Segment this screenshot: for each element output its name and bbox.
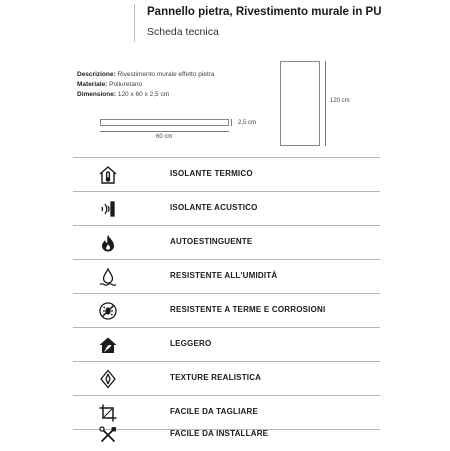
feature-row — [73, 294, 380, 327]
feather-house-icon — [95, 334, 121, 356]
height-dimension-line — [325, 61, 326, 146]
thermal-house-icon — [95, 164, 121, 186]
page-subtitle: Scheda tecnica — [147, 26, 219, 38]
feature-label: ISOLANTE TERMICO — [170, 169, 253, 178]
feature-row — [73, 328, 380, 361]
texture-diamond-icon — [95, 368, 121, 390]
feature-label: LEGGERO — [170, 339, 212, 348]
height-label: 120 cm — [330, 98, 350, 104]
feature-row — [73, 158, 380, 191]
feature-label: FACILE DA INSTALLARE — [170, 429, 269, 438]
feature-row — [73, 418, 380, 451]
spec-dimensions-value: 120 x 60 x 2,5 cm — [117, 91, 170, 98]
feature-row — [73, 362, 380, 395]
feature-row — [73, 260, 380, 293]
spec-material-label: Materiale: — [77, 81, 108, 88]
flame-icon — [95, 232, 121, 254]
spec-dimensions — [77, 91, 169, 98]
spec-material — [77, 81, 142, 88]
feature-label: TEXTURE REALISTICA — [170, 373, 262, 382]
feature-label: RESISTENTE ALL'UMIDITÀ — [170, 271, 278, 280]
feature-label: RESISTENTE A TERME E CORROSIONI — [170, 305, 326, 314]
feature-row — [73, 226, 380, 259]
no-termite-icon — [95, 300, 121, 322]
width-label: 60 cm — [156, 134, 173, 140]
spec-dimensions-label: Dimensione: — [77, 91, 117, 98]
thickness-dimension-line — [231, 119, 232, 126]
water-drop-icon — [95, 266, 121, 288]
feature-label: FACILE DA TAGLIARE — [170, 407, 259, 416]
feature-label: AUTOESTINGUENTE — [170, 237, 253, 246]
width-dimension-line — [100, 131, 229, 132]
spec-description-label: Descrizione: — [77, 71, 116, 78]
spec-material-value: Poliuretano — [109, 81, 143, 88]
tools-icon — [95, 424, 121, 446]
spec-description-value: Rivestimento murale effetto pietra — [117, 71, 215, 78]
feature-row — [73, 192, 380, 225]
thickness-label: 2,5 cm — [238, 120, 257, 126]
header-divider — [134, 4, 135, 42]
page-title: Pannello pietra, Rivestimento murale in PU — [147, 6, 382, 18]
panel-front-view — [280, 61, 320, 146]
acoustic-wall-icon — [95, 198, 121, 220]
spec-description — [77, 71, 215, 78]
panel-side-view — [100, 119, 229, 126]
feature-label: ISOLANTE ACUSTICO — [170, 203, 258, 212]
